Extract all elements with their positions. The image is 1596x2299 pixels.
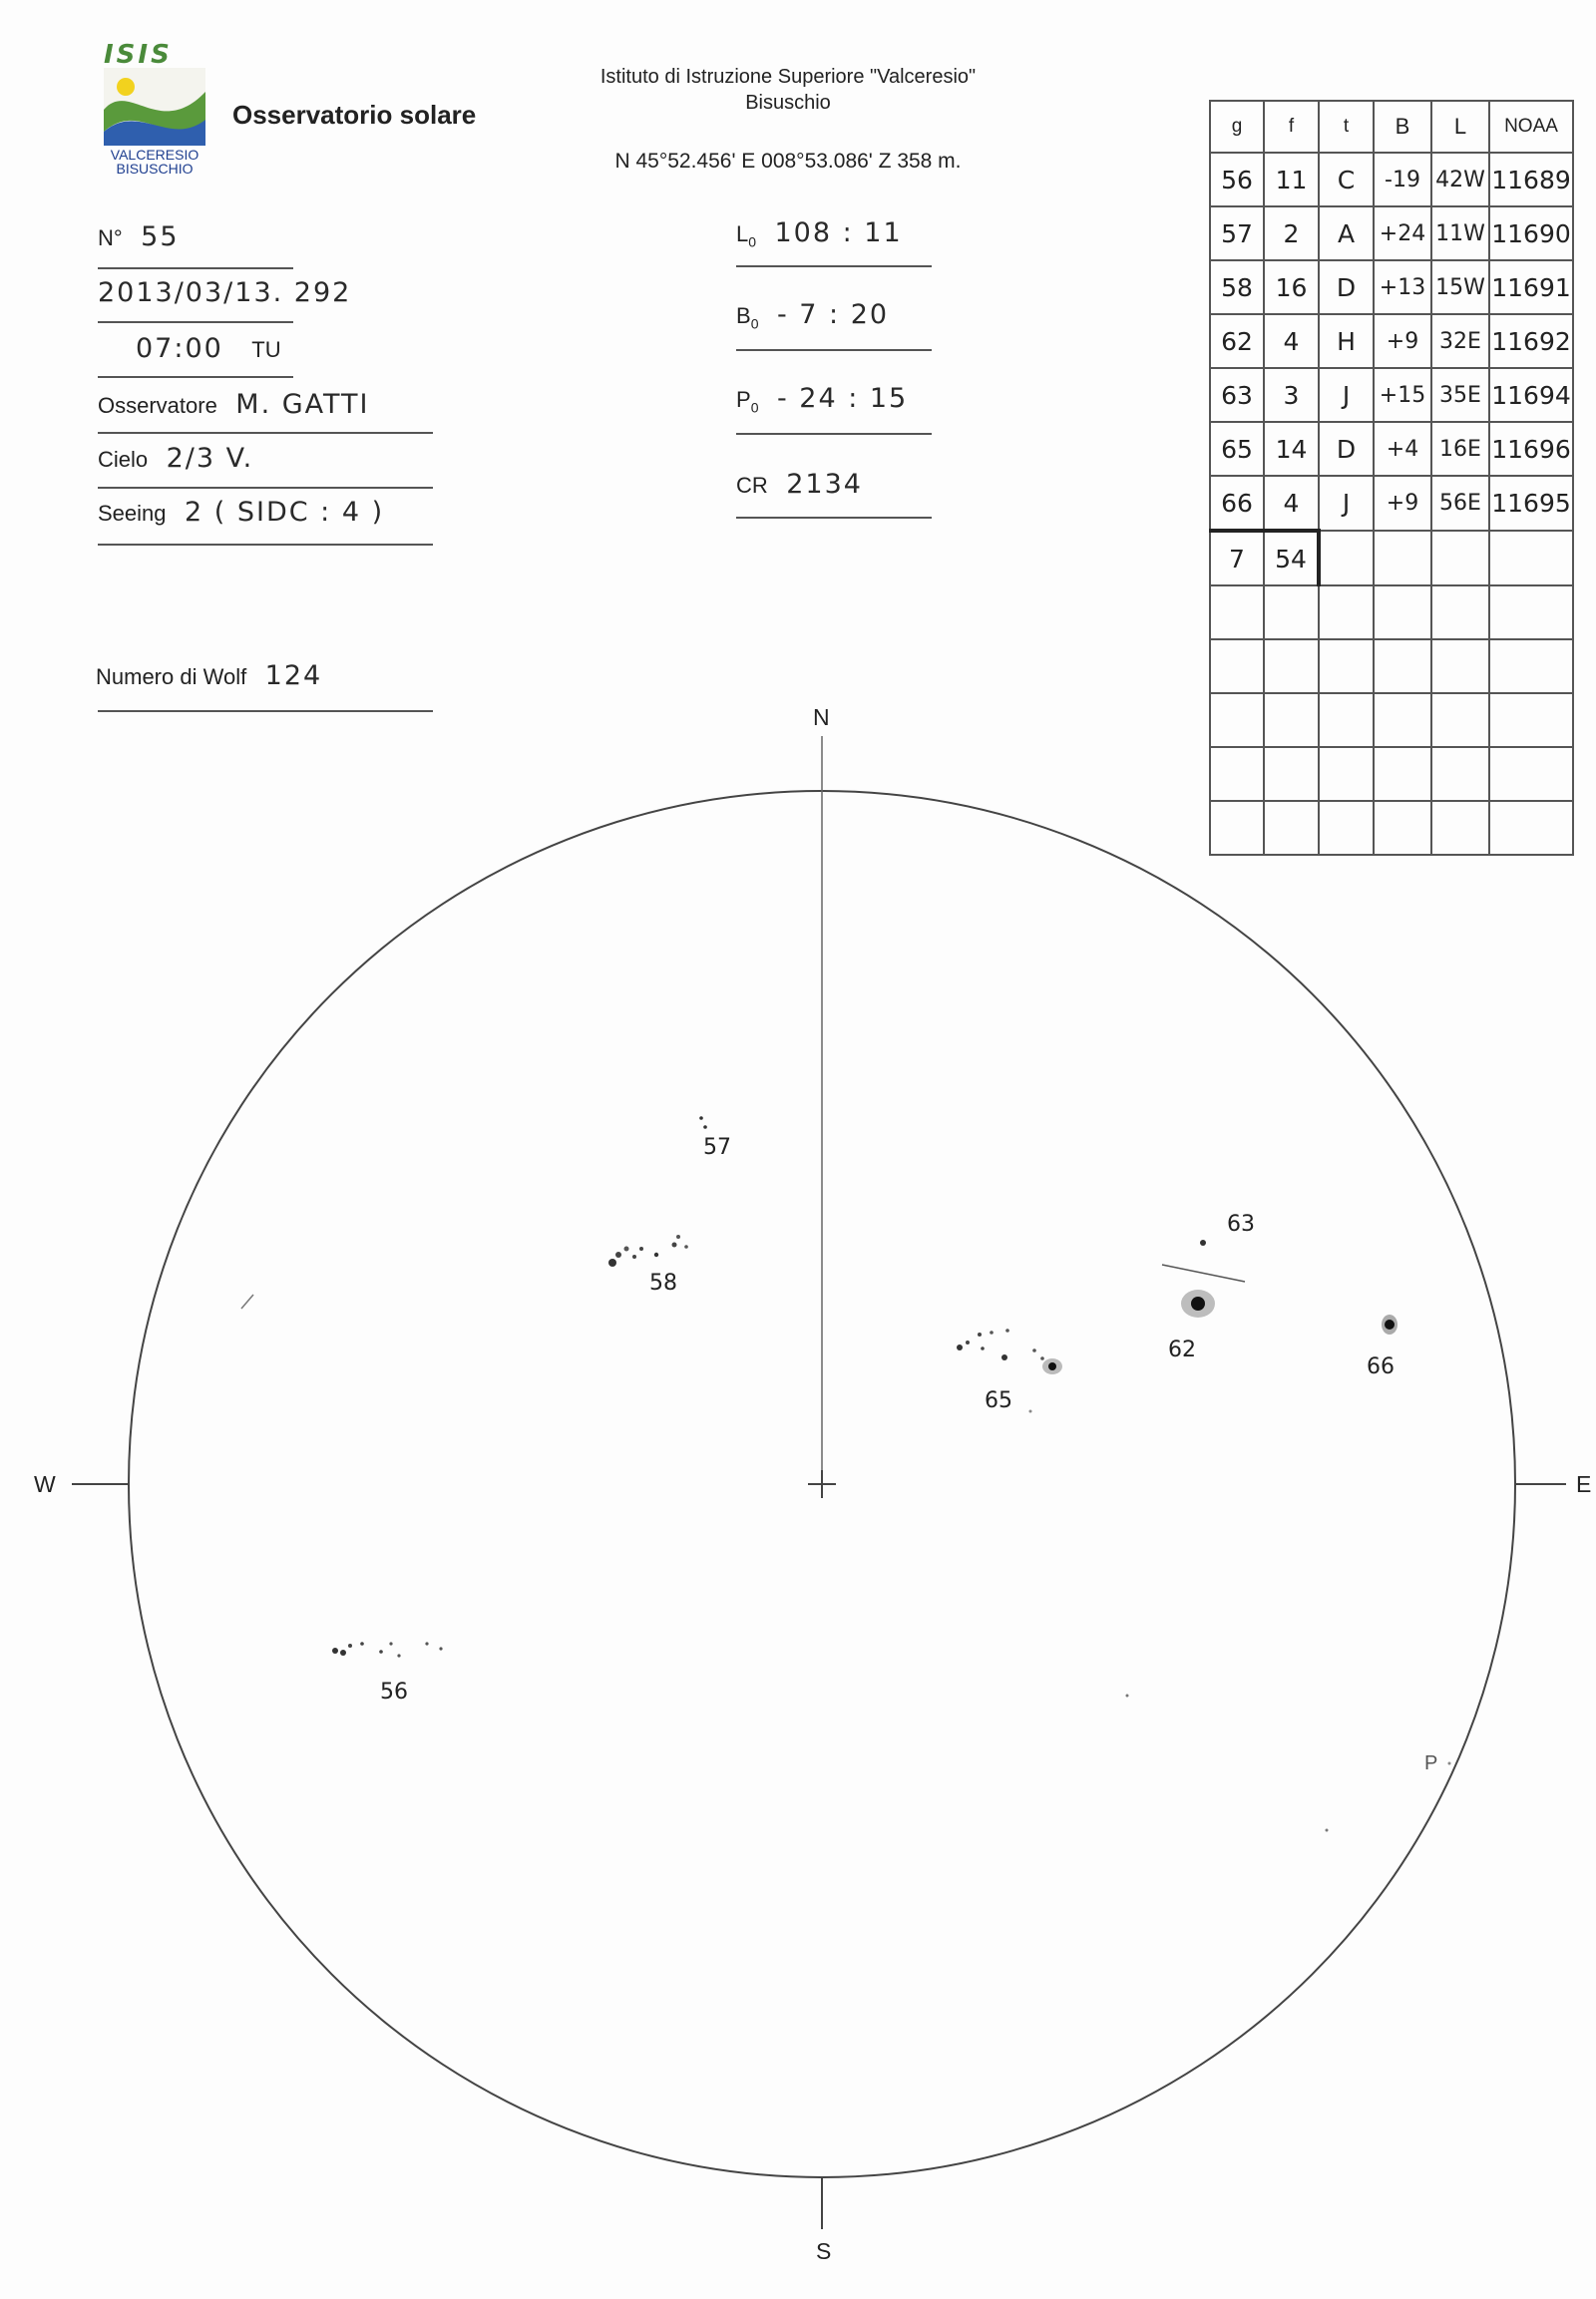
group-label-56: 56 (380, 1680, 408, 1705)
cell-t: C (1319, 153, 1374, 206)
l0-letter: L (736, 221, 749, 246)
observer-label: Osservatore (98, 393, 217, 418)
cell-noaa: 11694 (1489, 368, 1573, 422)
logo-subtitle-line-2: BISUSCHIO (116, 161, 194, 177)
stray-dot (1126, 1695, 1129, 1698)
b0-value: - 7 : 20 (776, 299, 890, 330)
cell-g: 56 (1210, 153, 1264, 206)
cell-b: +24 (1374, 206, 1431, 260)
p-angle-mark: P (1424, 1752, 1438, 1774)
cell-f: 3 (1264, 368, 1319, 422)
sunspot-group-56 (332, 1642, 443, 1657)
stray-dot (1326, 1829, 1329, 1832)
cell-f: 11 (1264, 153, 1319, 206)
p0-letter: P (736, 387, 751, 412)
cell-g: 65 (1210, 422, 1264, 476)
sunspot-group-62 (1181, 1290, 1215, 1318)
cell-noaa: 11696 (1489, 422, 1573, 476)
sunspot-group-65 (957, 1329, 1062, 1374)
cell-noaa: 11691 (1489, 260, 1573, 314)
cell-t: D (1319, 260, 1374, 314)
cell-t: J (1319, 368, 1374, 422)
cell-f: 16 (1264, 260, 1319, 314)
header-l: L (1431, 101, 1489, 153)
institute-line-1: Istituto di Istruzione Superiore "Valceresio" (599, 66, 977, 88)
p0-subscript: 0 (750, 399, 759, 416)
observer-value: M. GATTI (235, 389, 370, 420)
wolf-value: 124 (264, 660, 323, 691)
cell-t: A (1319, 206, 1374, 260)
stray-dots (1029, 1410, 1451, 1765)
sunspot-group-57 (699, 1116, 707, 1129)
cr-value: 2134 (786, 469, 863, 500)
wolf-label: Numero di Wolf (96, 664, 247, 689)
header-noaa: NOAA (1489, 101, 1573, 153)
cell-f: 4 (1264, 314, 1319, 368)
cell-g: 62 (1210, 314, 1264, 368)
cell-b: -19 (1374, 153, 1431, 206)
cr-label: CR (736, 473, 768, 498)
cell-g: 57 (1210, 206, 1264, 260)
cell-noaa: 11692 (1489, 314, 1573, 368)
number-value: 55 (141, 221, 180, 252)
total-groups: 7 (1210, 531, 1264, 585)
sunspot-group-58 (608, 1235, 688, 1267)
page-title: Osservatorio solare (232, 100, 477, 130)
cell-g: 63 (1210, 368, 1264, 422)
east-label: E (1576, 1471, 1592, 1497)
institute-line-2: Bisuschio (745, 92, 831, 114)
b0-subscript: 0 (750, 315, 759, 332)
header-f: f (1264, 101, 1319, 153)
group-label-58: 58 (649, 1271, 677, 1296)
group-label-62: 62 (1168, 1338, 1196, 1362)
time-unit: TU (251, 337, 281, 362)
number-label: N° (98, 225, 123, 250)
header-t: t (1319, 101, 1374, 153)
cell-b: +9 (1374, 314, 1431, 368)
l0-value: 108 : 11 (774, 217, 903, 248)
cell-noaa: 11690 (1489, 206, 1573, 260)
cell-t: D (1319, 422, 1374, 476)
cell-f: 14 (1264, 422, 1319, 476)
cell-l: 35E (1431, 368, 1489, 422)
group-63-marker-line (1162, 1265, 1245, 1282)
logo-subtitle-line-1: VALCERESIO (110, 147, 200, 163)
seeing-value: 2 ( SIDC : 4 ) (184, 497, 385, 528)
cell-l: 32E (1431, 314, 1489, 368)
cell-l: 16E (1431, 422, 1489, 476)
group-label-63: 63 (1227, 1212, 1255, 1237)
cell-noaa: 11689 (1489, 153, 1573, 206)
cell-t: H (1319, 314, 1374, 368)
cell-t: J (1319, 476, 1374, 531)
cell-b: +4 (1374, 422, 1431, 476)
logo-text: ISIS (104, 40, 173, 70)
time-value: 07:00 (136, 333, 223, 364)
header-g: g (1210, 101, 1264, 153)
group-label-65: 65 (985, 1388, 1012, 1413)
cell-noaa: 11695 (1489, 476, 1573, 531)
cell-l: 42W (1431, 153, 1489, 206)
north-label: N (813, 704, 830, 730)
p0-value: - 24 : 15 (776, 383, 909, 414)
cell-g: 58 (1210, 260, 1264, 314)
cell-f: 4 (1264, 476, 1319, 531)
observatory-coordinates: N 45°52.456' E 008°53.086' Z 358 m. (614, 150, 962, 173)
south-label: S (816, 2238, 832, 2264)
cell-l: 11W (1431, 206, 1489, 260)
cell-l: 15W (1431, 260, 1489, 314)
group-label-66: 66 (1367, 1354, 1395, 1379)
cell-b: +9 (1374, 476, 1431, 531)
sunspot-group-63 (1200, 1240, 1206, 1246)
l0-subscript: 0 (748, 233, 757, 250)
date-value: 2013/03/13. 292 (98, 277, 352, 308)
west-label: W (34, 1471, 56, 1497)
seeing-label: Seeing (98, 501, 167, 526)
sunspot-group-66 (1382, 1315, 1397, 1335)
cell-g: 66 (1210, 476, 1264, 531)
header-b: B (1374, 101, 1431, 153)
cell-b: +15 (1374, 368, 1431, 422)
cell-f: 2 (1264, 206, 1319, 260)
sky-label: Cielo (98, 447, 149, 472)
stray-mark (241, 1295, 253, 1309)
sky-value: 2/3 V. (166, 443, 254, 474)
total-spots: 54 (1264, 531, 1319, 585)
b0-letter: B (736, 303, 751, 328)
cell-l: 56E (1431, 476, 1489, 531)
group-label-57: 57 (703, 1135, 731, 1160)
cell-b: +13 (1374, 260, 1431, 314)
